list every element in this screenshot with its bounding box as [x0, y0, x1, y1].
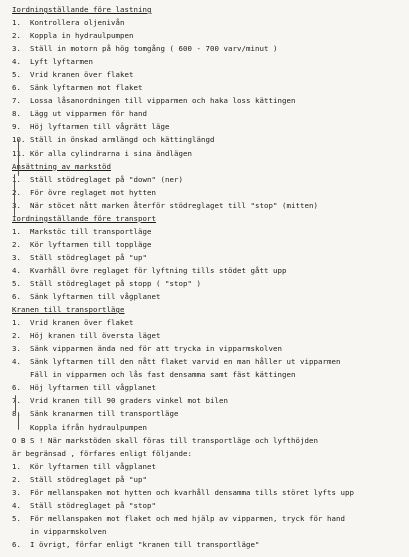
step-text: Ställ in motorn på hög tomgång ( 600 - 700 varv/minut ) [30, 44, 278, 54]
step-number: 4. [12, 265, 21, 275]
step-text: in vipparmskolven [30, 526, 107, 536]
instruction-line [12, 486, 404, 499]
step-text: Koppla in hydraulpumpen [30, 31, 134, 41]
step-text: Sänk kranarmen till transportläge [30, 409, 179, 419]
step-text: Ställ stödreglaget på "stop" [30, 500, 156, 510]
step-text: Ställ stödreglaget på "up" [30, 474, 147, 484]
step-number: 2. [12, 31, 21, 41]
instruction-line [12, 238, 404, 251]
instruction-line [12, 342, 404, 355]
instruction-line [12, 68, 404, 81]
step-text: Höj lyftarmen till vågrätt läge [30, 122, 170, 132]
step-number: 7. [12, 96, 21, 106]
instruction-line [12, 538, 404, 551]
step-text: Kontrollera oljenivån [30, 18, 125, 28]
heading-text: Iordningställande före lastning [12, 5, 152, 14]
step-text: Kvarhåll övre reglaget för lyftning tills stödet gått upp [30, 265, 287, 275]
instruction-line [12, 368, 404, 381]
step-text: Vrid kranen över flaket [30, 318, 134, 328]
step-number: 2. [12, 331, 21, 341]
step-text: Ställ stödreglaget på "down" (ner) [30, 174, 183, 184]
step-text: Lyft lyftarmen [30, 57, 93, 67]
step-number: 1. [12, 461, 21, 471]
step-number: 1. [12, 174, 21, 184]
section-heading [12, 212, 404, 225]
instruction-line [12, 225, 404, 238]
step-number: 8. [12, 109, 21, 119]
section-heading [12, 303, 404, 316]
step-text: Ställ in önskad armlängd och kättinglängd [30, 135, 215, 145]
instruction-line [12, 381, 404, 394]
instruction-line [12, 473, 404, 486]
section-heading [12, 160, 404, 173]
instruction-line [12, 55, 404, 68]
instruction-line [12, 120, 404, 133]
instruction-line [12, 173, 404, 186]
step-text: Lossa låsanordningen till vipparmen och haka loss kättingen [30, 96, 296, 106]
step-text: Ställ stödreglaget på stopp ( "stop" ) [30, 278, 201, 288]
step-number: 7. [12, 396, 21, 406]
step-text: är begränsad , förfares enligt följande: [12, 448, 192, 458]
step-text: Sänk lyftarmen till vågplanet [30, 292, 161, 302]
instruction-line [12, 355, 404, 368]
step-text: Markstöc till transportläge [30, 226, 152, 236]
step-number: 3. [12, 252, 21, 262]
step-number: 1. [12, 18, 21, 28]
step-number: 6. [12, 83, 21, 93]
instruction-line [12, 42, 404, 55]
heading-text: Kranen till transportläge [12, 305, 125, 315]
step-number: 10. [12, 135, 26, 145]
step-number: 3. [12, 200, 21, 210]
instruction-line [12, 81, 404, 94]
instruction-line [12, 107, 404, 120]
section-heading [12, 3, 404, 16]
instruction-line [12, 316, 404, 329]
instruction-line [12, 16, 404, 29]
instruction-line [12, 499, 404, 512]
step-text: För mellanspaken mot flaket och med hjälp av vipparmen, tryck för hand [30, 513, 345, 523]
step-number: 6. [12, 539, 21, 549]
step-text: I övrigt, förfar enligt "kranen till transportläge" [30, 539, 260, 549]
instruction-line [12, 277, 404, 290]
instruction-line [12, 133, 404, 146]
step-text: Höj lyftarmen till vågplanet [30, 383, 156, 393]
step-text: Fäll in vipparmen och lås fast densamma samt fäst kättingen [30, 370, 296, 380]
step-number: 2. [12, 474, 21, 484]
step-number: 6. [12, 292, 21, 302]
step-number: 4. [12, 500, 21, 510]
step-number: 5. [12, 70, 21, 80]
step-text: Sänk lyftarmen till den nått flaket varvid en man håller ut vipparmen [30, 357, 341, 367]
handwritten-bracket-mark [18, 140, 19, 176]
note-line [12, 447, 404, 460]
instruction-line [12, 94, 404, 107]
step-text: Kör lyftarmen till toppläge [30, 239, 152, 249]
step-number: 2. [12, 239, 21, 249]
step-number: 8. [12, 409, 21, 419]
handwritten-bracket-mark [18, 412, 19, 430]
instruction-line [12, 460, 404, 473]
step-text: För övre reglaget mot hytten [30, 187, 156, 197]
step-number: 1. [12, 318, 21, 328]
step-number: 4. [12, 57, 21, 67]
step-text: O B S ! När markstöden skall föras till transportläge och lyfthöjden [12, 435, 318, 445]
step-text: Vrid kranen till 90 graders vinkel mot bilen [30, 396, 228, 406]
step-number: 2. [12, 187, 21, 197]
instruction-line [12, 186, 404, 199]
step-text: Kör alla cylindrarna i sina ändlägen [30, 148, 192, 158]
note-line [12, 434, 404, 447]
instruction-line [12, 147, 404, 160]
step-text: Koppla ifrån hydraulpumpen [30, 422, 147, 432]
step-text: När stöcet nått marken återför stödreglaget till "stop" (mitten) [30, 200, 318, 210]
step-text: Ställ stödreglaget på "up" [30, 252, 147, 262]
instruction-text [12, 3, 404, 551]
instruction-line [12, 407, 404, 420]
step-number: 11. [12, 148, 26, 158]
instruction-line [12, 512, 404, 525]
step-text: Kör lyftarmen till vågplanet [30, 461, 156, 471]
instruction-line [12, 329, 404, 342]
instruction-line [12, 290, 404, 303]
handwritten-bracket-mark [14, 174, 15, 216]
step-number: 3. [12, 44, 21, 54]
step-number: 6. [12, 383, 21, 393]
step-number: 5. [12, 513, 21, 523]
instruction-line [12, 525, 404, 538]
step-number: 4. [12, 357, 21, 367]
step-text: Sänk vipparmen ända ned för att trycka in vipparmskolven [30, 344, 282, 354]
step-text: Vrid kranen över flaket [30, 70, 134, 80]
step-text: För mellanspaken mot hytten och kvarhåll densamma tills störet lyfts upp [30, 487, 354, 497]
step-number: 3. [12, 344, 21, 354]
instruction-line [12, 199, 404, 212]
heading-text: Iordningställande före transport [12, 213, 156, 223]
step-number: 3. [12, 487, 21, 497]
instruction-line [12, 29, 404, 42]
step-number: 5. [12, 278, 21, 288]
step-text: Höj kranen till översta läget [30, 331, 161, 341]
step-number: 9. [12, 122, 21, 132]
instruction-line [12, 251, 404, 264]
instruction-line [12, 394, 404, 407]
heading-text: Ansättning av markstöd [12, 161, 111, 171]
step-number: 1. [12, 226, 21, 236]
instruction-line [12, 421, 404, 434]
handwritten-bracket-mark [15, 395, 16, 413]
step-text: Lägg ut vipparmen för hand [30, 109, 147, 119]
instruction-line [12, 264, 404, 277]
step-text: Sänk lyftarmen mot flaket [30, 83, 143, 93]
